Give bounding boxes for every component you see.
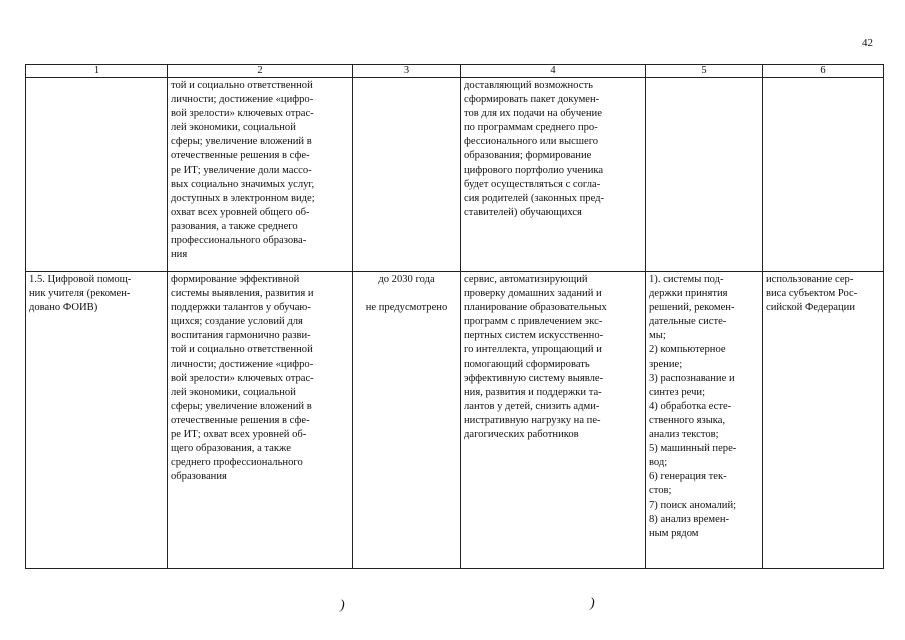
cell-text-line: сферы; увеличение вложений в (171, 400, 312, 412)
table-row-1-5 (26, 272, 884, 569)
cell-continued-col3 (353, 78, 461, 272)
cell-continued-col2 (168, 78, 353, 272)
cell-1-5-measure-name (26, 272, 168, 569)
cell-text-line: сферы; увеличение вложений в (171, 136, 312, 148)
cell-text-line: 3) распознавание и (649, 372, 735, 384)
cell-text-line: вод; (649, 457, 668, 469)
cell-text-line: зрение; (649, 358, 683, 370)
cell-text-line: отечественные решения в сфе- (171, 150, 310, 162)
cell-text-line: вой зрелости» ключевых отрас- (171, 372, 314, 384)
cell-text-line: 4) обработка есте- (649, 400, 732, 412)
deadline-text: до 2030 года (378, 274, 435, 285)
footer-mark-right: ) (590, 596, 595, 611)
cell-text-line: стов; (649, 485, 672, 497)
cell-text-line: отечественные решения в сфе- (171, 414, 310, 426)
header-col-5: 5 (646, 65, 763, 78)
cell-text-line: пертных систем искусственно- (464, 330, 604, 342)
cell-text-line: держки принятия (649, 288, 728, 300)
cell-text-line: системы выявления, развития и (171, 288, 314, 300)
header-col-2: 2 (168, 65, 353, 78)
cell-text-line: эффективную систему выявле- (464, 372, 604, 384)
cell-text-line: 1). системы под- (649, 274, 724, 285)
header-col-1: 1 (26, 65, 168, 78)
cell-1-5-deadline (353, 272, 461, 569)
cell-text-line: сия родителей (законных пред- (464, 192, 605, 204)
cell-text-line: сийской Федерации (766, 302, 855, 314)
cell-text-line: лантов у детей, снизить адми- (464, 400, 600, 412)
cell-text-line: вой зрелости» ключевых отрас- (171, 108, 314, 120)
cell-text-line: разования, а также среднего (171, 220, 298, 232)
cell-text-line: сервис, автоматизирующий (464, 274, 588, 285)
cell-text-line: лей экономики, социальной (171, 122, 296, 134)
cell-1-5-technologies (646, 272, 763, 569)
cell-text-line: дагогических работников (464, 429, 579, 441)
cell-text-line: ния, развития и поддержки та- (464, 386, 602, 398)
header-col-4: 4 (461, 65, 646, 78)
cell-1-5-description (461, 272, 646, 569)
cell-text-line: программ с привлечением экс- (464, 316, 603, 328)
cell-text-line: тов для их подачи на обучение (464, 108, 602, 120)
cell-continued-col4 (461, 78, 646, 272)
cell-text-line: помогающий сформировать (464, 358, 590, 370)
cell-text-line: ставителей) обучающихся (464, 206, 582, 218)
cell-text-line: 5) машинный пере- (649, 443, 737, 455)
cell-text-line: дательные систе- (649, 316, 727, 328)
cell-text-line: ре ИТ; охват всех уровней об- (171, 429, 307, 441)
cell-text-line: щего образования, а также (171, 443, 291, 455)
cell-text-line: формирование эффективной (171, 274, 300, 285)
cell-text-line: по программам среднего про- (464, 122, 598, 134)
cell-text-line: 8) анализ времен- (649, 513, 730, 525)
cell-text-line: цифрового портфолио ученика (464, 164, 604, 176)
cell-text-line: охват всех уровней общего об- (171, 206, 310, 218)
cell-text-line: среднего профессионального (171, 457, 303, 469)
cell-continued-col6 (763, 78, 884, 272)
cell-text-line: проверку домашних заданий и (464, 288, 602, 300)
cell-text-line: той и социально ответственной (171, 344, 313, 356)
cell-text-line: решений, рекомен- (649, 302, 735, 314)
cell-text-line: использование сер- (766, 274, 854, 285)
cell-text-line: ным рядом (649, 527, 699, 539)
footer-mark-left: ) (340, 598, 345, 613)
table-header-row (26, 65, 884, 78)
cell-text-line: 2) компьютерное (649, 344, 726, 356)
cell-text-line: 7) поиск аномалий; (649, 499, 737, 511)
cell-text-line: лей экономики, социальной (171, 386, 296, 398)
cell-text-line: синтез речи; (649, 386, 706, 398)
cell-text-line: поддержки талантов у обучаю- (171, 302, 311, 314)
cell-text-line: вых социально значимых услуг, (171, 178, 315, 190)
cell-text-line: воспитания гармонично разви- (171, 330, 311, 342)
cell-text-line: ре ИТ; увеличение доли массо- (171, 164, 312, 176)
cell-text-line: виса субъектом Рос- (766, 288, 858, 300)
cell-text-line: довано ФОИВ) (29, 302, 98, 314)
cell-text-line: фессионального или высшего (464, 136, 599, 148)
page-number: 42 (862, 37, 873, 49)
cell-text-line: анализ текстов; (649, 429, 719, 441)
cell-text-line: 1.5. Цифровой помощ- (29, 274, 132, 285)
cell-continued-col1 (26, 78, 168, 272)
cell-text-line: го интеллекта, упрощающий и (464, 344, 602, 356)
cell-text-line: доступных в электронном виде; (171, 192, 315, 204)
measures-table (25, 64, 884, 569)
table-row-continued (26, 78, 884, 272)
cell-1-5-goals (168, 272, 353, 569)
cell-text-line: образования (171, 471, 227, 483)
cell-text-line: доставляющий возможность (464, 80, 593, 91)
cell-text-line: 6) генерация тек- (649, 471, 727, 483)
cell-text-line: профессионального образова- (171, 235, 307, 247)
cell-text-line: будет осуществляться с согла- (464, 178, 601, 190)
cell-text-line: ственного языка, (649, 414, 726, 426)
cell-text-line: личности; достижение «цифро- (171, 94, 314, 106)
cell-text-line: личности; достижение «цифро- (171, 358, 314, 370)
cell-text-line: щихся; создание условий для (171, 316, 303, 328)
cell-text-line: ния (171, 249, 188, 261)
cell-text-line: планирование образовательных (464, 302, 607, 314)
cell-1-5-result (763, 272, 884, 569)
cell-text-line: нистративную нагрузку на пе- (464, 414, 601, 426)
funding-text: не предусмотрено (365, 302, 448, 314)
cell-text-line: образования; формирование (464, 150, 592, 162)
cell-continued-col5 (646, 78, 763, 272)
cell-text-line: ник учителя (рекомен- (29, 288, 131, 300)
header-col-3: 3 (353, 65, 461, 78)
cell-text-line: сформировать пакет докумен- (464, 94, 600, 106)
cell-text-line: мы; (649, 330, 666, 342)
header-col-6: 6 (763, 65, 884, 78)
cell-text-line: той и социально ответственной (171, 80, 313, 91)
